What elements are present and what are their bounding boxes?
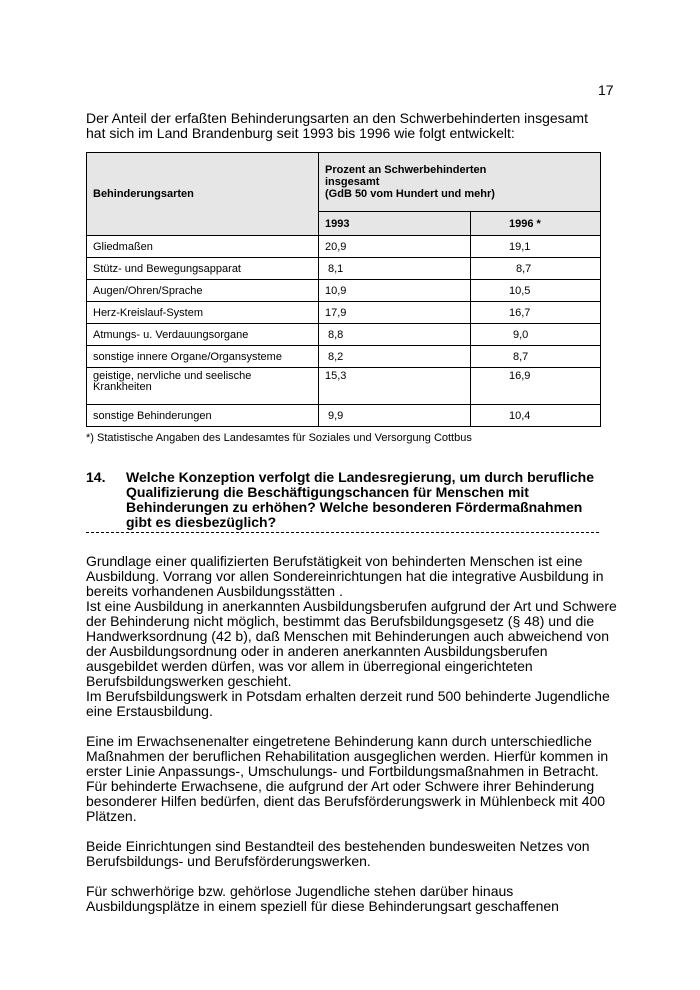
value-1993: 10,9 xyxy=(319,280,471,302)
table-row xyxy=(87,258,601,280)
value-1996: 16,9 xyxy=(471,368,601,405)
header-percentage-line1: Prozent an Schwerbehinderten xyxy=(325,164,487,176)
value-1996: 10,4 xyxy=(471,405,601,427)
intro-paragraph: Der Anteil der erfaßten Behinderungsarten an den Schwerbehinderten insgesamt hat sich im Land Brandenburg seit 1993 bis 1996 wie folgt entwickelt: xyxy=(86,110,588,141)
header-disability-types: Behinderungsarten xyxy=(87,153,319,236)
separator-line xyxy=(86,532,599,533)
header-percentage-line2: insgesamt xyxy=(325,176,380,188)
table-row xyxy=(87,302,601,324)
header-percentage xyxy=(319,153,601,212)
header-year-1996: 1996 * xyxy=(471,212,601,236)
row-label: Atmungs- u. Verdauungsorgane xyxy=(87,324,319,346)
value-1993: 20,9 xyxy=(319,236,471,258)
answer-paragraph: Grundlage einer qualifizierten Berufstätigkeit von behinderten Menschen ist eine Ausbildung. Vorrang vor allen Sondereinrichtungen hat die integrative Ausbildung in bereits vorhandenen Ausbildungsstätten . Ist eine Ausbildung in anerkannten Ausbildungsberufen aufgrund der Art und Schwere der Behinderung nicht möglich, bestimmt das Berufsbildungsgesetz (§ 48) und die Handwerksordnung (42 b), daß Menschen mit Behinderungen auch abweichend von der Ausbildungsordnung oder in anderen anerkannten Ausbildungsberufen ausgebildet werden dürfen, was vor allem in überregional eingerichteten Berufsbildungswerken geschieht. Im Berufsbildungswerk in Potsdam erhalten derzeit rund 500 behinderte Jugendliche eine Erstausbildung. xyxy=(86,553,617,719)
row-label: sonstige innere Organe/Organsysteme xyxy=(87,346,319,368)
answer-paragraph: Eine im Erwachsenenalter eingetretene Behinderung kann durch unterschiedliche Maßnahmen der beruflichen Rehabilitation ausgeglichen werden. Hierfür kommen in erster Linie Anpassungs-, Umschulungs- und Fortbildungsmaßnahmen in Betracht. Für behinderte Erwachsene, die aufgrund der Art oder Schwere ihrer Behinderung besonderer Hilfen bedürfen, dient das Berufsförderungswerk in Mühlenbeck mit 400 Plätzen. xyxy=(86,733,609,824)
value-1996: 8,7 xyxy=(471,346,601,368)
value-1996: 8,7 xyxy=(471,258,601,280)
question-number: 14. xyxy=(86,469,106,485)
table-row xyxy=(87,346,601,368)
value-1993: 17,9 xyxy=(319,302,471,324)
row-label: geistige, nervliche und seelische Krankheiten xyxy=(87,368,319,405)
header-percentage-line3: (GdB 50 vom Hundert und mehr) xyxy=(325,188,495,200)
table-row xyxy=(87,280,601,302)
value-1993: 8,8 xyxy=(319,324,471,346)
question-text: Welche Konzeption verfolgt die Landesregierung, um durch berufliche Qualifizierung die Beschäftigungschancen für Menschen mit Behinderungen zu erhöhen? Welche besonderen Fördermaßnahmen gibt es diesbezüglich? xyxy=(126,469,595,530)
page-number: 17 xyxy=(598,82,614,98)
header-year-1993: 1993 xyxy=(319,212,471,236)
row-label: Augen/Ohren/Sprache xyxy=(87,280,319,302)
table-row xyxy=(87,324,601,346)
value-1993: 9,9 xyxy=(319,405,471,427)
answer-paragraph: Für schwerhörige bzw. gehörlose Jugendliche stehen darüber hinaus Ausbildungsplätze in einem speziell für diese Behinderungsart geschaffenen xyxy=(86,883,559,914)
row-label: sonstige Behinderungen xyxy=(87,405,319,427)
answer-paragraph: Beide Einrichtungen sind Bestandteil des bestehenden bundesweiten Netzes von Berufsbildungs- und Berufsförderungswerken. xyxy=(86,838,590,869)
table-footnote: *) Statistische Angaben des Landesamtes für Soziales und Versorgung Cottbus xyxy=(86,432,472,444)
table-row xyxy=(87,236,601,258)
value-1996: 16,7 xyxy=(471,302,601,324)
value-1993: 15,3 xyxy=(319,368,471,405)
answer-text xyxy=(86,554,618,929)
value-1996: 9,0 xyxy=(471,324,601,346)
value-1996: 19,1 xyxy=(471,236,601,258)
table-row xyxy=(87,368,601,405)
value-1993: 8,1 xyxy=(319,258,471,280)
row-label: Herz-Kreislauf-System xyxy=(87,302,319,324)
row-label: Gliedmaßen xyxy=(87,236,319,258)
table-row xyxy=(87,405,601,427)
row-label: Stütz- und Bewegungsapparat xyxy=(87,258,319,280)
value-1993: 8,2 xyxy=(319,346,471,368)
disability-statistics-table xyxy=(86,152,601,427)
value-1996: 10,5 xyxy=(471,280,601,302)
